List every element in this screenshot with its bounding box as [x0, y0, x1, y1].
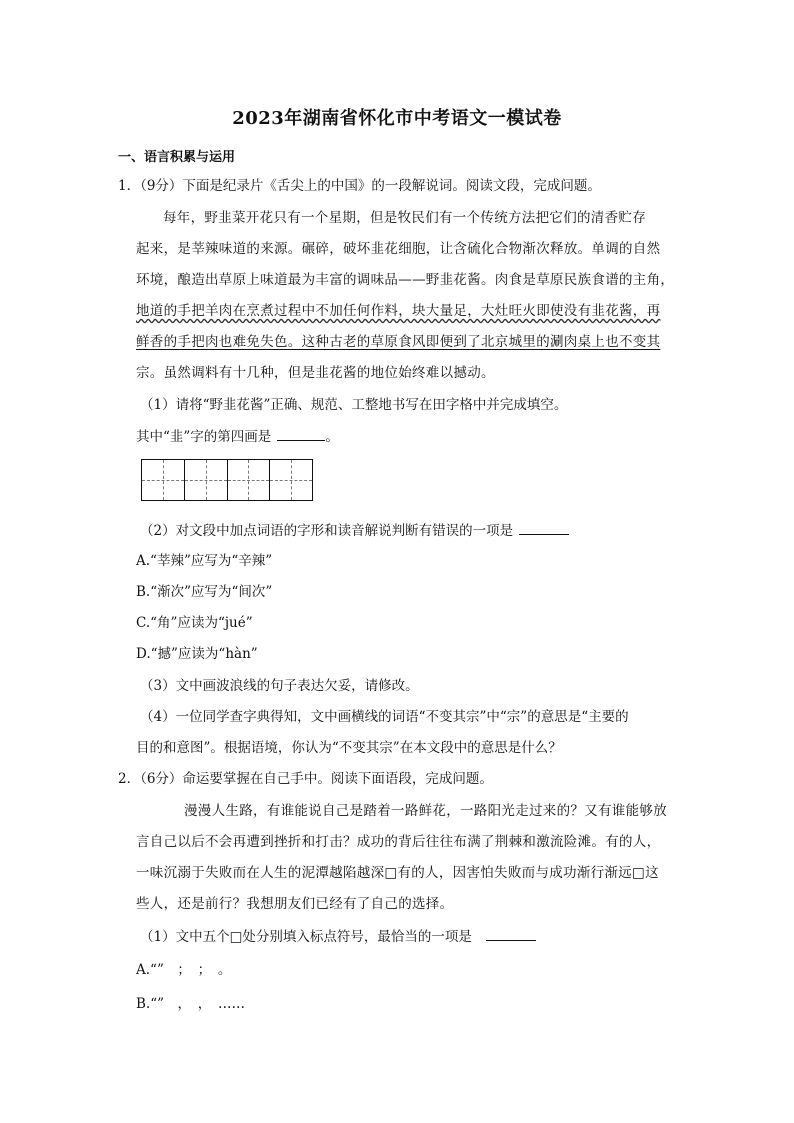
- q1-passage-line: 每年，野韭菜开花只有一个星期，但是牧民们有一个传统方法把它们的清香贮存: [163, 210, 646, 226]
- section-heading: 一、语言积累与运用: [118, 150, 236, 165]
- q1-sub3: （3）文中画波浪线的句子表达欠妥，请修改。: [140, 678, 419, 694]
- q1-sub2-text: （2）对文段中加点词语的字形和读音解说判断有错误的一项是: [140, 523, 514, 539]
- q1-sub1-fill-text: 其中“韭”字的第四画是: [136, 429, 272, 445]
- underlined-phrase: 鲜香的手把肉也难免失色。这种古老的草原食风即便到了北京城里的涮肉桌上也不变其: [136, 334, 661, 350]
- answer-blank[interactable]: [519, 520, 569, 535]
- question-2-stem: 2．（6分）命运要掌握在自己手中。阅读下面语段，完成问题。: [118, 771, 493, 787]
- page-title: 2023年湖南省怀化市中考语文一模试卷: [232, 108, 562, 129]
- tianzige-grid[interactable]: [141, 459, 313, 501]
- q1-sub1-fill: 其中“韭”字的第四画是 。: [136, 426, 339, 447]
- grid-cell[interactable]: [270, 460, 312, 500]
- q1-option-a: A.“莘辣”应写为“辛辣”: [136, 553, 273, 569]
- q1-passage-line: 宗。虽然调料有十几种，但是韭花酱的地位始终难以撼动。: [136, 365, 495, 381]
- q1-option-b: B.“渐次”应写为“间次”: [136, 584, 273, 600]
- question-1-stem: 1．（9分）下面是纪录片《舌尖上的中国》的一段解说词。阅读文段，完成问题。: [118, 178, 601, 194]
- grid-cell[interactable]: [185, 460, 228, 500]
- q2-sub1-text: （1）文中五个□处分别填入标点符号，最恰当的一项是: [140, 929, 472, 945]
- q1-option-d: D.“撼”应读为“hàn”: [136, 646, 258, 662]
- q1-sub4: （4）一位同学查字典得知，文中画横线的词语“不变其宗”中“宗”的意思是“主要的: [140, 709, 629, 725]
- q1-passage-line: 环境，酿造出草原上味道最为丰富的调味品——野韭花酱。肉食是草原民族食谱的主角，: [136, 272, 675, 288]
- grid-cell[interactable]: [142, 460, 185, 500]
- answer-blank[interactable]: [486, 926, 536, 941]
- q2-passage-line: 些人，还是前行？我想朋友们已经有了自己的选择。: [136, 896, 454, 912]
- q1-sub1: （1）请将“野韭花酱”正确、规范、工整地书写在田字格中并完成填空。: [140, 397, 568, 413]
- q2-option-a: A.“” ； ； 。: [136, 962, 232, 978]
- q2-sub1: [140, 926, 536, 947]
- q1-passage-line: [136, 301, 674, 321]
- q2-passage-line: 言自己以后不会再遭到挫折和打击？成功的背后往往布满了荆棘和激流险滩。有的人，: [136, 834, 661, 850]
- q1-option-c: C.“角”应读为“jué”: [136, 615, 253, 631]
- q1-sub4-cont: 目的和意图”。根据语境，你认为“不变其宗”在本文段中的意思是什么？: [136, 740, 562, 756]
- q1-passage-line: 起来，是莘辣味道的来源。碾碎，破坏韭花细胞，让含硫化合物渐次释放。单调的自然: [136, 241, 661, 257]
- q1-sub2: [140, 520, 569, 541]
- answer-blank[interactable]: [277, 426, 325, 441]
- q2-passage-line: 漫漫人生路，有谁能说自己是踏着一路鲜花，一路阳光走过来的？又有谁能够放: [184, 803, 667, 819]
- grid-cell[interactable]: [228, 460, 271, 500]
- q2-passage-line: 一味沉溺于失败而在人生的泥潭越陷越深□有的人，因害怕失败而与成功渐行渐远□这: [136, 865, 659, 881]
- q1-passage-line: [136, 332, 674, 352]
- wavy-underlined-sentence: 地道的手把羊肉在烹煮过程中不加任何作料，块大量足，大灶旺火即使没有韭花酱，再: [136, 303, 661, 319]
- q2-option-b: B.“” ， ， ……: [136, 996, 246, 1012]
